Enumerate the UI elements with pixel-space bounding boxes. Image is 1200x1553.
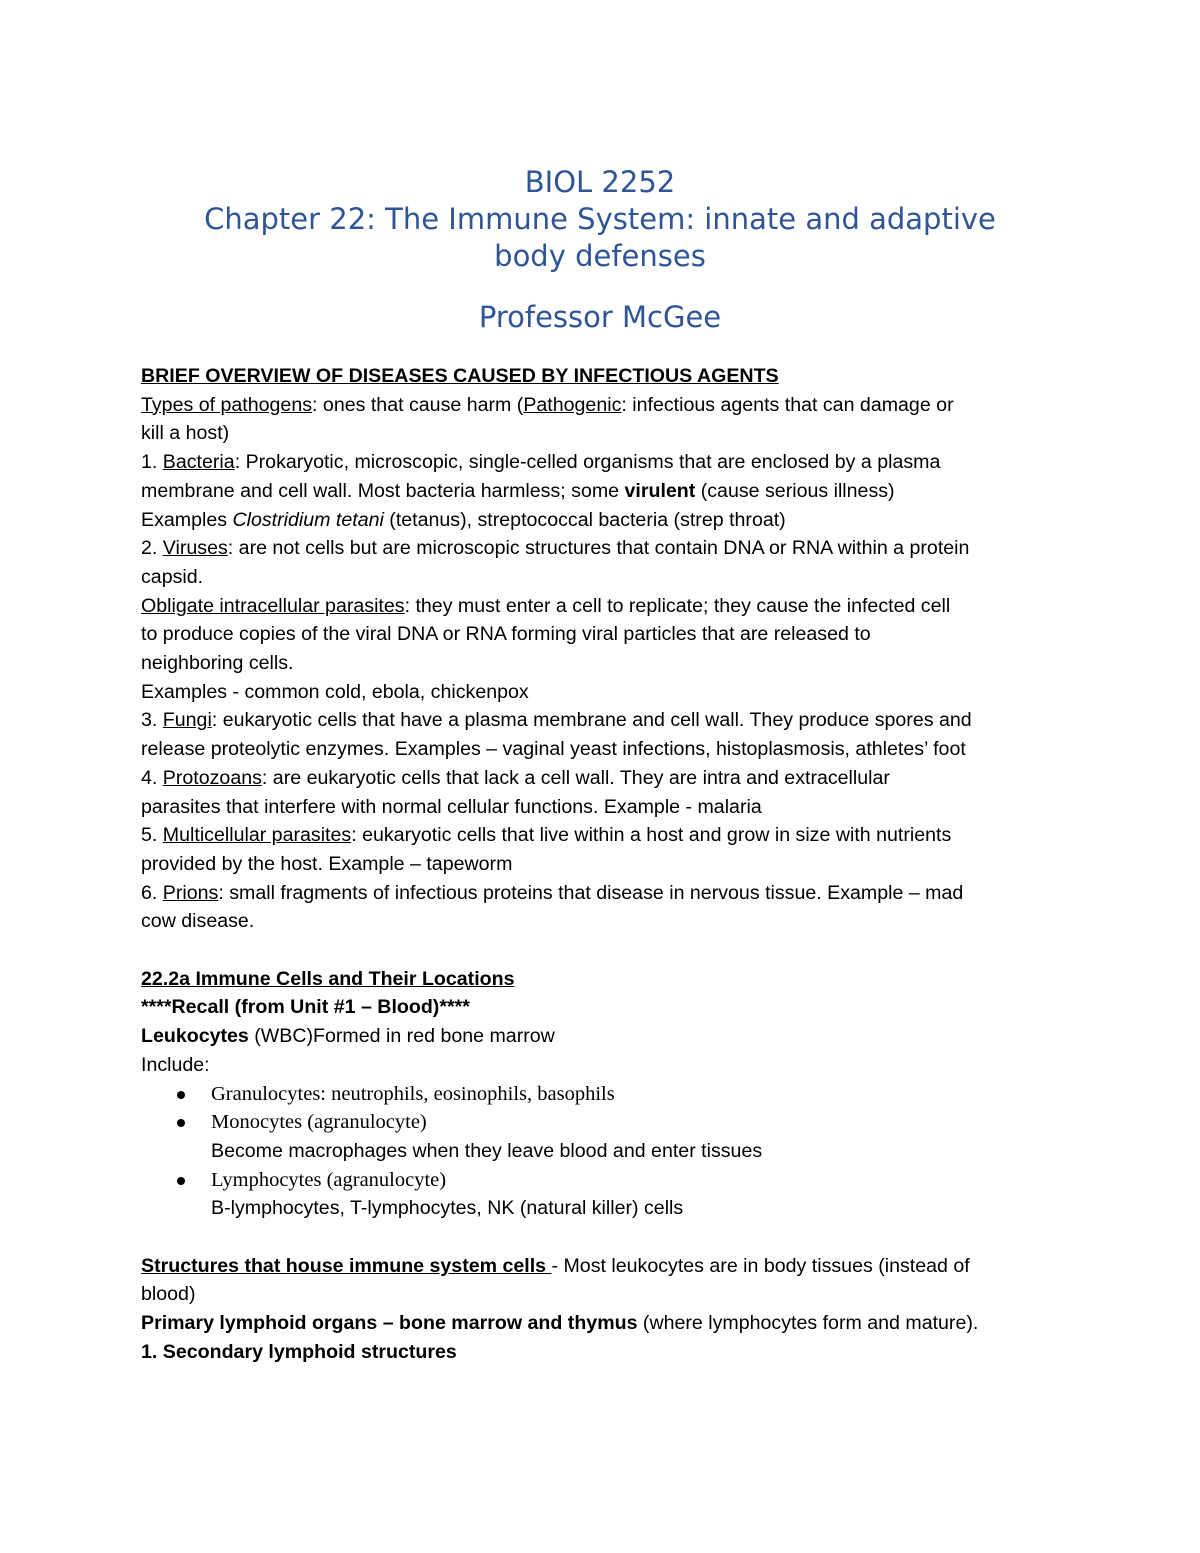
prions-line-2: cow disease. (141, 910, 255, 933)
primary-organs-text: (where lymphocytes form and mature). (637, 1312, 979, 1335)
bullet-icon (177, 1177, 185, 1185)
protozoans-line-2: parasites that interfere with normal cellular functions. Example - malaria (141, 795, 762, 818)
structures-heading: Structures that house immune system cells (141, 1254, 552, 1277)
fungi-line (141, 706, 1071, 735)
structures-text: - Most leukocytes are in body tissues (instead of (551, 1254, 970, 1277)
obligate-term: Obligate intracellular parasites (141, 594, 405, 617)
paragraph-gap (141, 1223, 1071, 1252)
include-label: Include: (141, 1053, 210, 1076)
item-number: 5. (141, 824, 163, 847)
chapter-title-line1: Chapter 22: The Immune System: innate and adaptive (204, 202, 996, 236)
examples-label: Examples (141, 508, 233, 531)
recall-note: ****Recall (from Unit #1 – Blood)**** (141, 996, 470, 1019)
multicellular-term: Multicellular parasites (162, 824, 352, 847)
item-number: 4. (141, 766, 163, 789)
examples-text: (tetanus), streptococcal bacteria (strep throat) (383, 508, 786, 531)
bacteria-term: Bacteria (162, 451, 235, 474)
overview-heading: BRIEF OVERVIEW OF DISEASES CAUSED BY INFECTIOUS AGENTS (141, 365, 779, 387)
pathogenic-text: : infectious agents that can damage or (621, 393, 954, 416)
bullet-icon (177, 1091, 185, 1099)
paragraph-gap (141, 936, 1071, 965)
obligate-text: : they must enter a cell to replicate; they cause the infected cell (404, 594, 951, 617)
list-item (141, 1080, 1071, 1109)
viruses-term: Viruses (162, 537, 228, 560)
types-text: : ones that cause harm ( (312, 393, 524, 416)
document-body (141, 362, 1071, 1367)
bacteria-line-2 (141, 477, 1071, 506)
viruses-text: : are not cells but are microscopic structures that contain DNA or RNA within a protein (227, 537, 970, 560)
fungi-text: : eukaryotic cells that have a plasma membrane and cell wall. They produce spores and (211, 709, 972, 732)
obligate-line-3: neighboring cells. (141, 652, 294, 675)
fungi-line-2: release proteolytic enzymes. Examples – vaginal yeast infections, histoplasmosis, athletes’ foot (141, 738, 966, 761)
leukocytes-term: Leukocytes (141, 1025, 249, 1048)
leukocytes-line (141, 1022, 1071, 1051)
viruses-line-2: capsid. (141, 565, 204, 588)
list-item-title: Monocytes (agranulocyte) (211, 1111, 427, 1134)
bacteria-line (141, 448, 1071, 477)
viruses-examples: Examples - common cold, ebola, chickenpox (141, 680, 529, 703)
multicellular-text: : eukaryotic cells that live within a host and grow in size with nutrients (351, 824, 952, 847)
pathogenic-term: Pathogenic (523, 393, 622, 416)
prions-term: Prions (162, 881, 219, 904)
bacteria-text: membrane and cell wall. Most bacteria harmless; some (141, 479, 625, 502)
list-item-detail: Become macrophages when they leave blood and enter tissues (211, 1139, 763, 1162)
multicellular-line (141, 821, 1071, 850)
leukocytes-text: (WBC)Formed in red bone marrow (248, 1025, 555, 1048)
chapter-title-line2: body defenses (494, 239, 706, 273)
obligate-line (141, 592, 1071, 621)
bullet-icon (177, 1119, 185, 1127)
protozoans-term: Protozoans (162, 766, 262, 789)
bacteria-text: (cause serious illness) (695, 479, 895, 502)
list-item-detail: B-lymphocytes, T-lymphocytes, NK (natural killer) cells (211, 1197, 684, 1220)
types-line-2: kill a host) (141, 422, 230, 445)
item-number: 2. (141, 537, 163, 560)
item-number: 3. (141, 709, 163, 732)
multicellular-line-2: provided by the host. Example – tapeworm (141, 852, 513, 875)
prions-line (141, 879, 1071, 908)
primary-organs-term: Primary lymphoid organs – bone marrow and thymus (141, 1312, 638, 1335)
protozoans-text: : are eukaryotic cells that lack a cell wall. They are intra and extracellular (261, 766, 890, 789)
virulent-term: virulent (624, 479, 696, 502)
structures-line-2: blood) (141, 1283, 196, 1306)
course-title: BIOL 2252 (524, 165, 676, 199)
types-line (141, 391, 1071, 420)
primary-organs-line (141, 1309, 1071, 1338)
viruses-line (141, 534, 1071, 563)
obligate-line-2: to produce copies of the viral DNA or RNA forming viral particles that are released to (141, 623, 871, 646)
list-item (141, 1108, 1071, 1165)
item-number: 6. (141, 881, 163, 904)
list-item-title: Lymphocytes (agranulocyte) (211, 1168, 447, 1191)
list-item-title: Granulocytes: neutrophils, eosinophils, basophils (211, 1082, 615, 1105)
types-term: Types of pathogens (141, 393, 313, 416)
structures-line (141, 1252, 1071, 1281)
protozoans-line (141, 764, 1071, 793)
item-number: 1. (141, 451, 163, 474)
bacteria-text: : Prokaryotic, microscopic, single-celled organisms that are enclosed by a plasma (234, 451, 941, 474)
species-name: Clostridium tetani (232, 508, 384, 531)
secondary-structures-heading: 1. Secondary lymphoid structures (141, 1340, 457, 1363)
professor-name: Professor McGee (478, 300, 722, 334)
list-item (141, 1166, 1071, 1223)
fungi-term: Fungi (162, 709, 212, 732)
leukocyte-list (141, 1080, 1071, 1224)
immune-cells-heading: 22.2a Immune Cells and Their Locations (141, 967, 515, 990)
bacteria-examples (141, 506, 1071, 535)
prions-text: : small fragments of infectious proteins that disease in nervous tissue. Example – mad (218, 881, 964, 904)
